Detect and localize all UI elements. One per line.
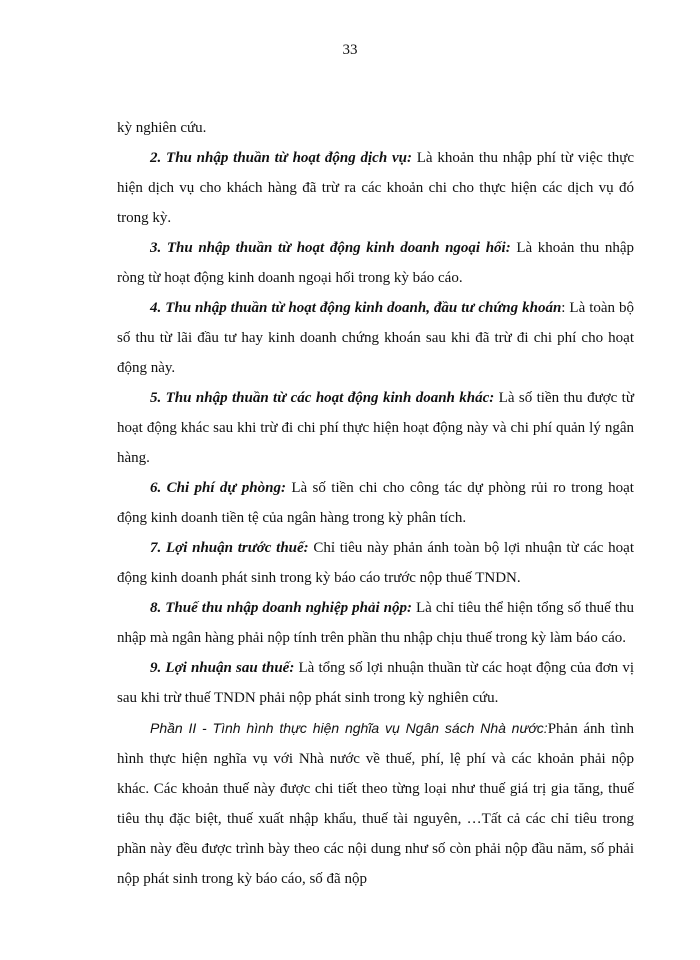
term-forex-income: 3. Thu nhập thuần từ hoạt động kinh doanh ngoại hối:	[150, 240, 511, 256]
paragraph-continuation	[117, 113, 634, 143]
paragraph-corporate-tax	[117, 593, 634, 653]
paragraph-text: Là số tiền chi cho công tác dự phòng rủi ro trong hoạt động kinh doanh tiền tệ của ngân hàng trong kỳ phân tích.	[117, 480, 634, 526]
paragraph-text: Là số tiền thu được từ hoạt động khác sau khi trừ đi chi phí thực hiện hoạt động này và chi phí quản lý ngân hàng.	[117, 390, 634, 466]
term-corporate-tax: 8. Thuế thu nhập doanh nghiệp phải nộp:	[150, 600, 412, 616]
paragraph-profit-before-tax	[117, 533, 634, 593]
paragraph-budget-obligations	[117, 713, 634, 894]
paragraph-text: Là tổng số lợi nhuận thuần từ các hoạt động của đơn vị sau khi trừ thuế TNDN phải nộp phát sinh trong kỳ nghiên cứu.	[117, 660, 634, 706]
term-profit-before-tax: 7. Lợi nhuận trước thuế:	[150, 540, 309, 556]
paragraph-service-income	[117, 143, 634, 233]
term-provision-cost: 6. Chi phí dự phòng:	[150, 480, 286, 496]
page-number: 33	[342, 42, 358, 58]
paragraph-text: kỳ nghiên cứu.	[117, 120, 207, 136]
term-other-income: 5. Thu nhập thuần từ các hoạt động kinh doanh khác:	[150, 390, 495, 406]
paragraph-text: Phản ánh tình hình thực hiện nghĩa vụ với Nhà nước về thuế, phí, lệ phí và các khoản phải nộp khác. Các khoản thuế này được chi tiết theo từng loại như thuế giá trị gia tăng, thuế tiêu thụ đặc biệt, thuế xuất nhập khẩu, thuế tài nguyên, …Tất cả các chỉ tiêu trong phần này đều được trình bày theo các nội dung như số còn phải nộp đầu năm, số phải nộp phát sinh trong kỳ báo cáo, số đã nộp	[117, 721, 634, 887]
paragraph-text: Là chỉ tiêu thể hiện tổng số thuế thu nhập mà ngân hàng phải nộp tính trên phần thu nhập chịu thuế trong kỳ làm báo cáo.	[117, 600, 634, 646]
paragraph-text: Là khoản thu nhập phí từ việc thực hiện dịch vụ cho khách hàng đã trừ ra các khoản chi cho thực hiện các dịch vụ đó trong kỳ.	[117, 150, 634, 226]
paragraph-other-income	[117, 383, 634, 473]
paragraph-profit-after-tax	[117, 653, 634, 713]
paragraph-text: Là khoản thu nhập ròng từ hoạt động kinh doanh ngoại hối trong kỳ báo cáo.	[117, 240, 634, 286]
paragraph-provision-cost	[117, 473, 634, 533]
document-body	[117, 113, 634, 894]
paragraph-text: : Là toàn bộ số thu từ lãi đầu tư hay kinh doanh chứng khoán sau khi đã trừ đi chi phí cho hoạt động này.	[117, 300, 634, 376]
paragraph-forex-income	[117, 233, 634, 293]
paragraph-text: Chỉ tiêu này phản ánh toàn bộ lợi nhuận từ các hoạt động kinh doanh phát sinh trong kỳ báo cáo trước nộp thuế TNDN.	[117, 540, 634, 586]
term-securities-income: 4. Thu nhập thuần từ hoạt động kinh doanh, đầu tư chứng khoán	[150, 300, 562, 316]
term-service-income: 2. Thu nhập thuần từ hoạt động dịch vụ:	[150, 150, 412, 166]
paragraph-securities-income	[117, 293, 634, 383]
section-label-part-ii: Phần II - Tình hình thực hiện nghĩa vụ Ngân sách Nhà nước:	[150, 720, 548, 736]
term-profit-after-tax: 9. Lợi nhuận sau thuế:	[150, 660, 295, 676]
